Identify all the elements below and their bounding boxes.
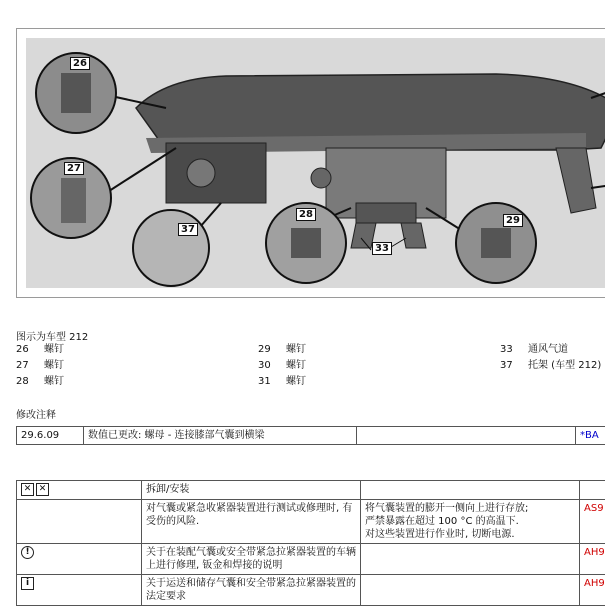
table-row [17, 499, 605, 543]
callout-37: 37 [178, 223, 198, 236]
callout-33: 33 [372, 242, 392, 255]
safety-table [16, 480, 605, 606]
info-icon: i [21, 577, 34, 590]
callout-29: 29 [503, 214, 523, 227]
legend-item: 26 螺钉 [16, 343, 64, 357]
row-note: 将气囊装置的膨开一侧向上进行存放; 严禁暴露在超过 100 °C 的高温下. 对这些装置进行作业时, 切断电源. [361, 499, 580, 543]
row-text: 关于在装配气囊或安全带紧急拉紧器装置的车辆上进行修理, 钣金和焊接的说明 [142, 543, 361, 574]
row-text: 关于运送和储存气囊和安全带紧急拉紧器装置的法定要求 [142, 574, 361, 605]
empty-cell [580, 481, 605, 500]
legend-item: 28 螺钉 [16, 375, 64, 389]
modification-heading: 修改注释 [16, 406, 56, 421]
callout-27: 27 [64, 162, 84, 175]
modification-date: 29.6.09 [17, 427, 84, 445]
legend-item: 37 托架 (车型 212) [500, 359, 601, 373]
table-row [17, 543, 605, 574]
legend-item: 29 螺钉 [258, 343, 306, 357]
empty-cell [361, 481, 580, 500]
modification-table [16, 426, 605, 445]
header-icons-cell [17, 481, 142, 500]
table-row [17, 427, 605, 445]
parts-legend [16, 343, 605, 391]
legend-item: 31 螺钉 [258, 375, 306, 389]
icon-cell [17, 543, 142, 574]
modification-link[interactable]: *BA [576, 427, 605, 445]
empty-cell [361, 543, 580, 574]
crossed-box-icon: ✕ [21, 483, 34, 496]
legend-item: 27 螺钉 [16, 359, 64, 373]
legend-item: 30 螺钉 [258, 359, 306, 373]
crossed-box-icon: ✕ [36, 483, 49, 496]
row-ref-link[interactable]: AS9 [580, 499, 605, 543]
callout-26: 26 [70, 57, 90, 70]
modification-text: 数值已更改: 螺母 - 连接膝部气囊到横梁 [84, 427, 357, 445]
warning-circle-icon: ! [21, 546, 34, 559]
row-text: 对气囊或紧急收紧器装置进行测试或修理时, 有受伤的风险. [142, 499, 361, 543]
row-ref-link[interactable]: AH9 [580, 543, 605, 574]
row-ref-link[interactable]: AH9 [580, 574, 605, 605]
table-row [17, 574, 605, 605]
table-row [17, 481, 605, 500]
icon-cell [17, 574, 142, 605]
dashboard-illustration [26, 38, 605, 288]
icon-cell [17, 499, 142, 543]
empty-cell [361, 574, 580, 605]
legend-item: 33 通风气道 [500, 343, 568, 357]
dashboard-figure [16, 28, 605, 298]
header-label: 拆卸/安装 [142, 481, 361, 500]
callout-28: 28 [296, 208, 316, 221]
dashboard-photo [26, 38, 605, 288]
figure-caption: 图示为车型 212 [16, 328, 88, 343]
empty-cell [357, 427, 576, 445]
